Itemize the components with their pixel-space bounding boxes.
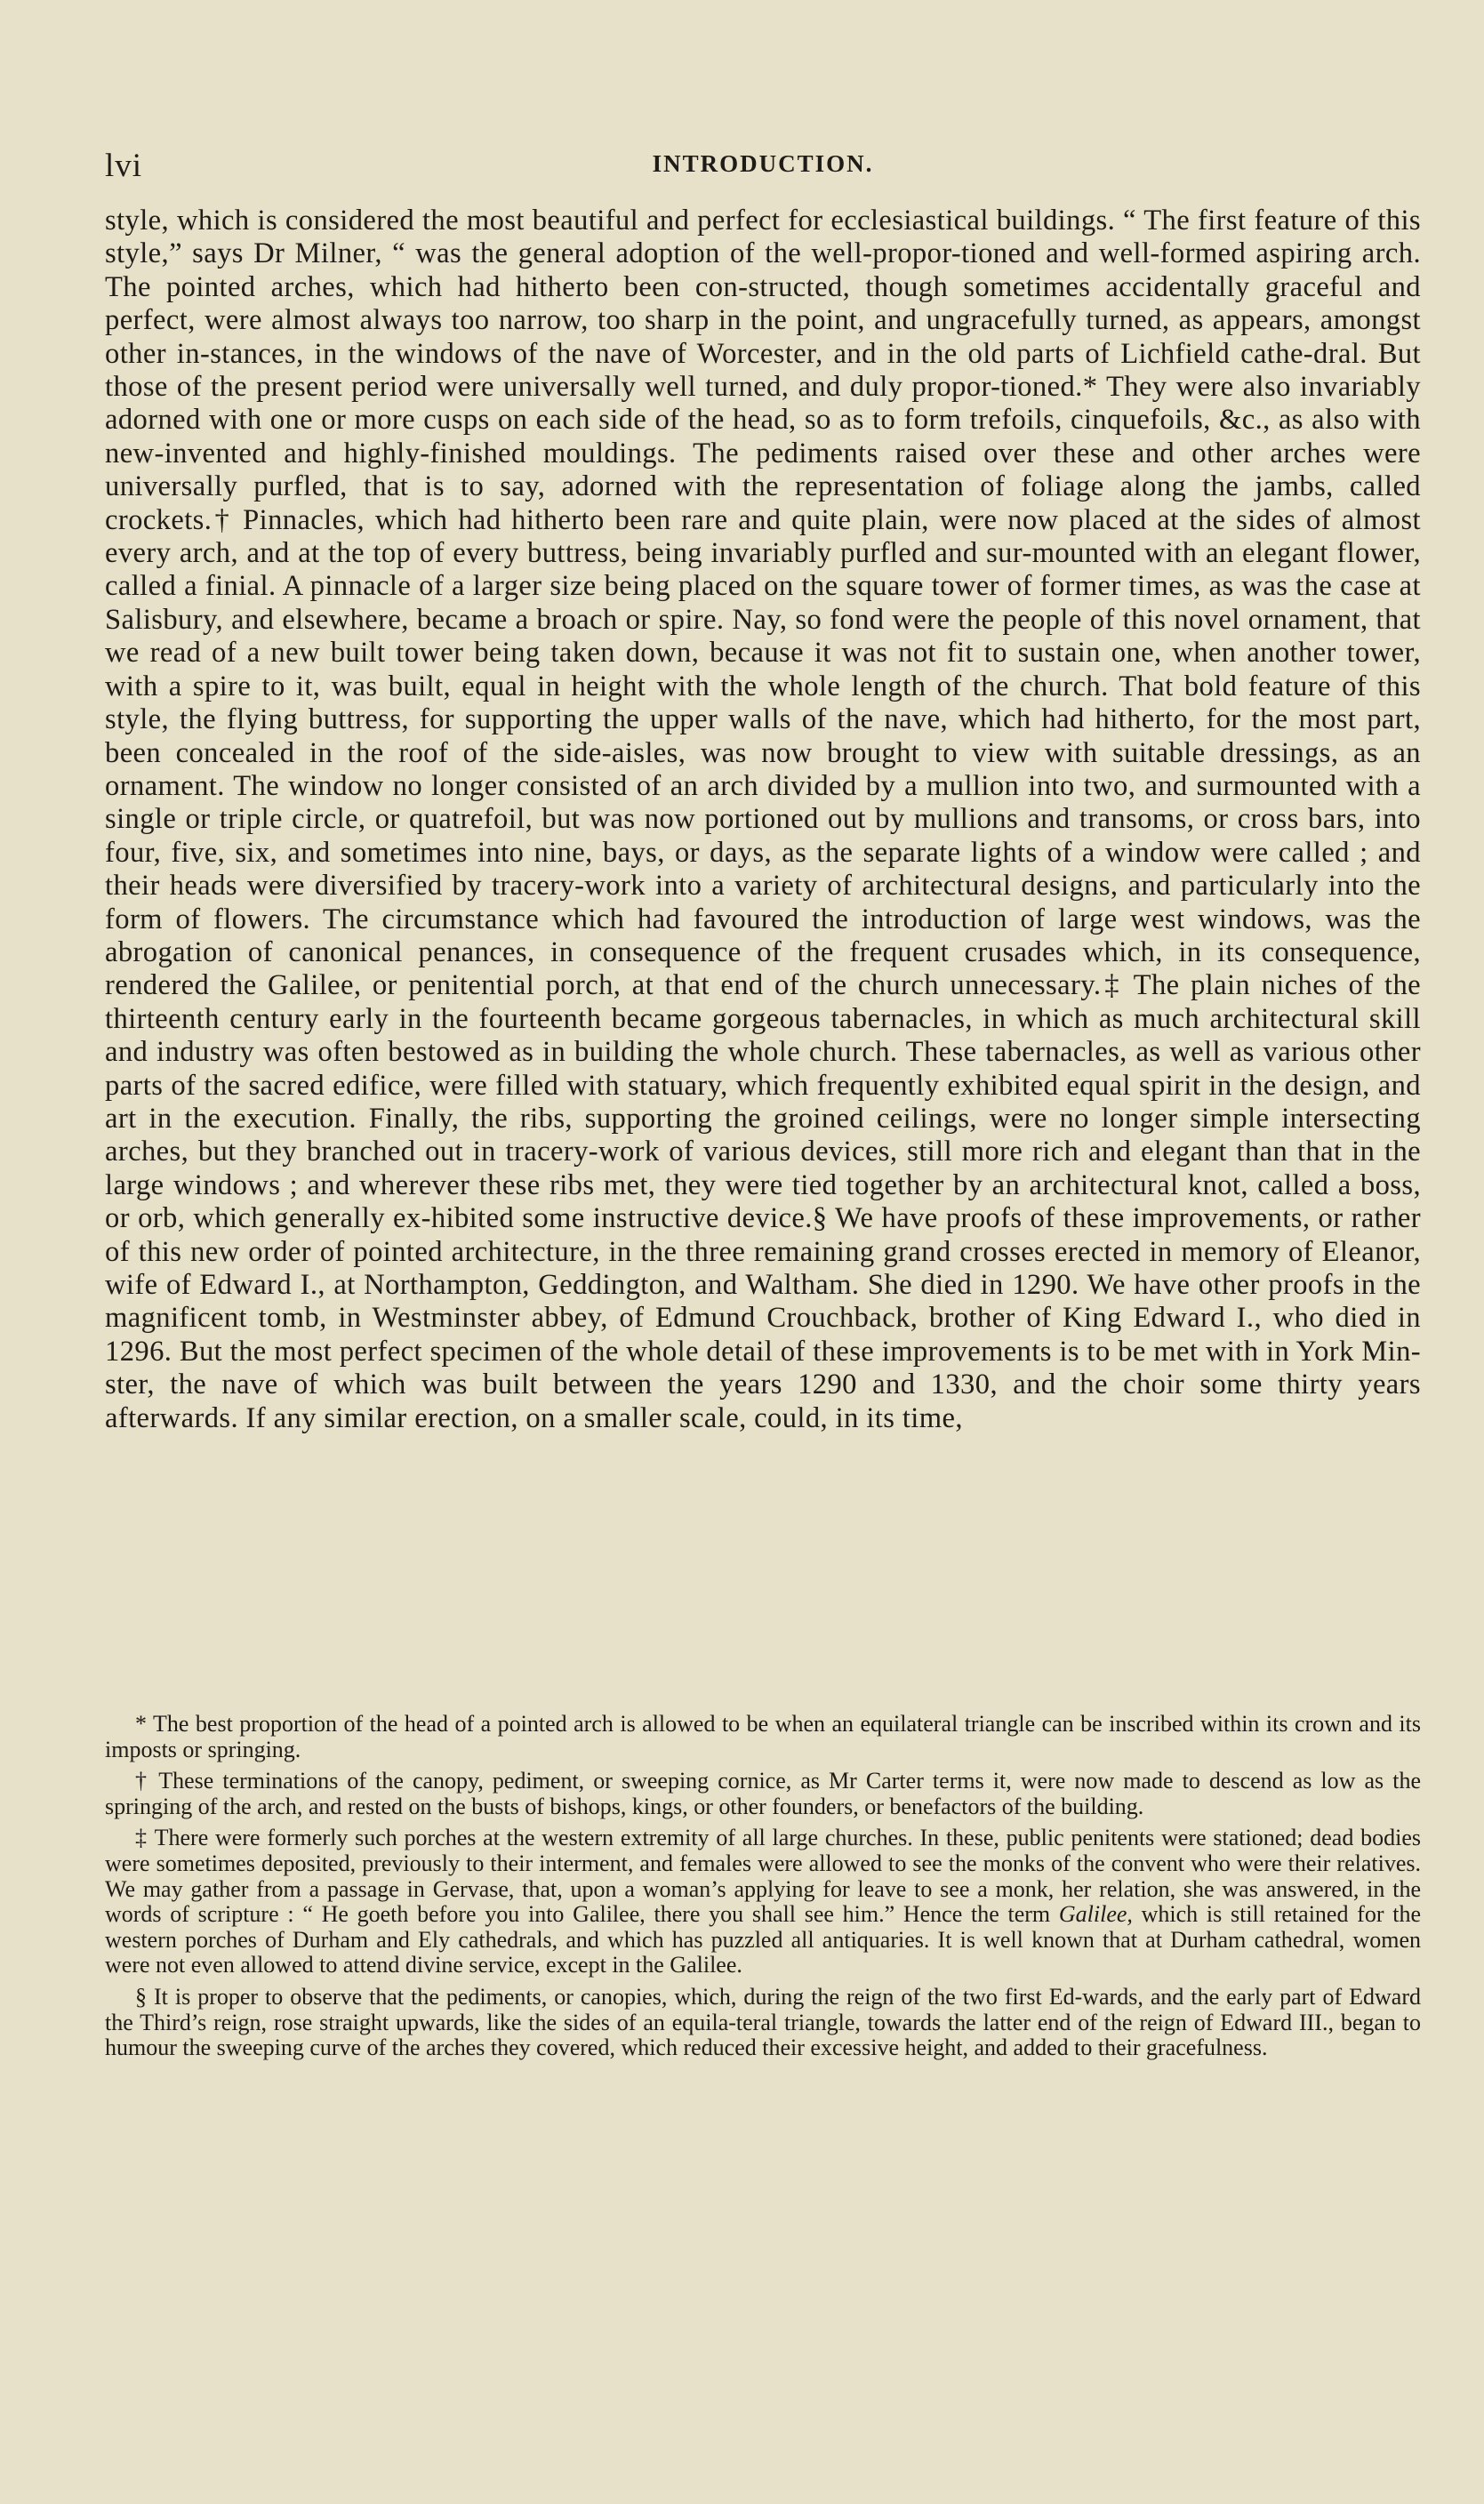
footnotes-section <box>105 1712 1421 2067</box>
footnote-3-text-after: which is still retained for the western porches of Durham and Ely cathedrals, and which has puzzled all antiquaries. It is well known that at Durham cathedral, women were not even allowed to attend divine service, except in the Galilee. <box>105 1901 1421 1978</box>
footnote-2-text: These terminations of the canopy, pediment, or sweeping cornice, as Mr Carter terms it, were now made to descend as low as the springing of the arch, and rested on the busts of bishops, kings, or other founders, or benefactors of the building. <box>105 1768 1421 1819</box>
footnote-1-text: The best proportion of the head of a pointed arch is allowed to be when an equilateral triangle can be inscribed within its crown and its imposts or springing. <box>105 1711 1421 1762</box>
page-number: lvi <box>105 148 143 184</box>
footnote-2 <box>105 1769 1421 1819</box>
footnote-3 <box>105 1826 1421 1978</box>
footnote-3-mark: ‡ <box>135 1825 148 1851</box>
footnote-4-mark: § <box>135 1983 147 2010</box>
footnote-3-italic-word: Galilee, <box>1058 1901 1133 1928</box>
footnote-1-mark: * <box>135 1711 147 1737</box>
footnote-4-text: It is proper to observe that the pediments, or canopies, which, during the reign of the two first Ed-wards, and the early part of Edward the Third’s reign, rose straight upwards, like the sides of an equila-teral triangle, towards the latter end of the reign of Edward III., began to humour the sweeping curve of the arches they covered, which reduced their excessive height, and added to their gracefulness. <box>105 1983 1421 2061</box>
footnote-2-mark: † <box>135 1768 150 1794</box>
running-head: INTRODUCTION. <box>652 150 874 177</box>
page-header <box>105 147 1421 182</box>
footnote-4 <box>105 1985 1421 2061</box>
footnote-3-text-before: There were formerly such porches at the western extremity of all large churches. In these, public penitents were stationed; dead bodies were sometimes deposited, previously to their interment, and females were allowed to see the monks of the convent who were their relatives. We may gather from a passage in Gervase, that, upon a woman’s applying for leave to see a monk, her relation, she was answered, in the words of scripture : “ He goeth before you into Galilee, there you shall see him.” Hence the term <box>105 1825 1422 1928</box>
body-text: style, which is considered the most beautiful and perfect for ecclesiastical buildings. “ The first feature of this style,” says Dr Milner, “ was the general adoption of the well-propor-tioned and well-formed aspiring arch. The pointed arches, which had hitherto been con-structed, though sometimes accidentally graceful and perfect, were almost always too narrow, too sharp in the point, and ungracefully turned, as appears, amongst other in-stances, in the windows of the nave of Worcester, and in the old parts of Lichfield cathe-dral. But those of the present period were universally well turned, and duly propor-tioned.* They were also invariably adorned with one or more cusps on each side of the head, so as to form trefoils, cinquefoils, &c., as also with new-invented and highly-finished mouldings. The pediments raised over these and other arches were universally purfled, that is to say, adorned with the representation of foliage along the jambs, called crockets.† Pinnacles, which had hitherto been rare and quite plain, were now placed at the sides of almost every arch, and at the top of every buttress, being invariably purfled and sur-mounted with an elegant flower, called a finial. A pinnacle of a larger size being placed on the square tower of former times, as was the case at Salisbury, and elsewhere, became a broach or spire. Nay, so fond were the people of this novel ornament, that we read of a new built tower being taken down, because it was not fit to sustain one, when another tower, with a spire to it, was built, equal in height with the whole length of the church. That bold feature of this style, the flying buttress, for supporting the upper walls of the nave, which had hitherto, for the most part, been concealed in the roof of the side-aisles, was now brought to view with suitable dressings, as an ornament. The window no longer consisted of an arch divided by a mullion into two, and surmounted with a single or triple circle, or quatrefoil, but was now portioned out by mullions and transoms, or cross bars, into four, five, six, and sometimes into nine, bays, or days, as the separate lights of a window were called ; and their heads were diversified by tracery-work into a variety of architectural designs, and particularly into the form of flowers. The circumstance which had favoured the introduction of large west windows, was the abrogation of canonical penances, in consequence of the frequent crusades which, in its consequence, rendered the Galilee, or penitential porch, at that end of the church unnecessary.‡ The plain niches of the thirteenth century early in the fourteenth became gorgeous tabernacles, in which as much architectural skill and industry was often bestowed as in building the whole church. These tabernacles, as well as various other parts of the sacred edifice, were filled with statuary, which frequently exhibited equal spirit in the design, and art in the execution. Finally, the ribs, supporting the groined ceilings, were no longer simple intersecting arches, but they branched out in tracery-work of various devices, still more rich and elegant than that in the large windows ; and wherever these ribs met, they were tied together by an architectural knot, called a boss, or orb, which generally ex-hibited some instructive device.§ We have proofs of these improvements, or rather of this new order of pointed architecture, in the three remaining grand crosses erected in memory of Eleanor, wife of Edward I., at Northampton, Geddington, and Waltham. She died in 1290. We have other proofs in the magnificent tomb, in Westminster abbey, of Edmund Crouchback, brother of King Edward I., who died in 1296. But the most perfect specimen of the whole detail of these improvements is to be met with in York Min-ster, the nave of which was built between the years 1290 and 1330, and the choir some thirty years afterwards. If any similar erection, on a smaller scale, could, in its time, <box>105 205 1422 1434</box>
footnote-1 <box>105 1712 1421 1762</box>
